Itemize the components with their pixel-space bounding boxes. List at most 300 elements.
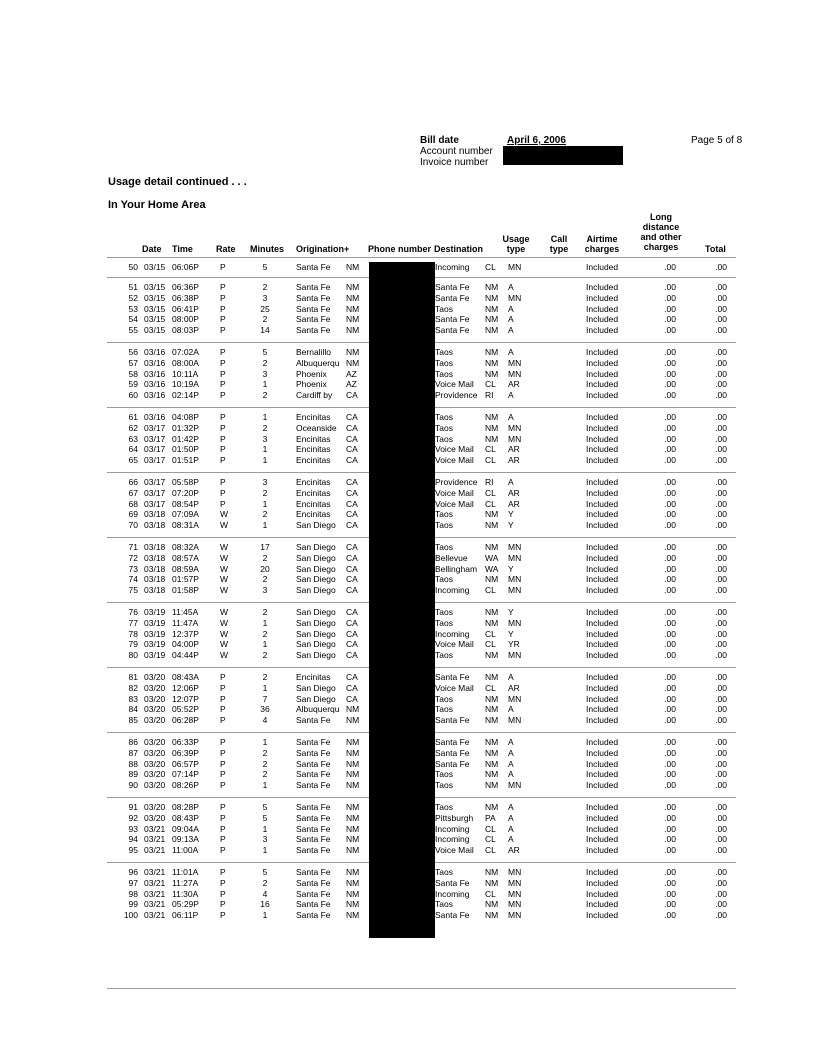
row-date: 03/20 bbox=[144, 812, 166, 823]
row-number: 96 bbox=[128, 867, 138, 877]
row-usage-type: MN bbox=[508, 650, 522, 661]
row-date: 03/15 bbox=[144, 314, 166, 325]
row-origination: Santa Fe bbox=[296, 758, 331, 769]
row-date: 03/21 bbox=[144, 823, 166, 834]
row-airtime: Included bbox=[586, 737, 619, 747]
row-ld-charges: .00 bbox=[664, 715, 676, 726]
row-airtime: Included bbox=[586, 607, 619, 617]
row-ld-charges: .00 bbox=[664, 877, 676, 888]
row-date: 03/18 bbox=[144, 574, 166, 585]
row-rate: P bbox=[220, 282, 226, 292]
row-usage-type: AR bbox=[508, 455, 520, 466]
row-minutes: 4 bbox=[262, 888, 268, 899]
row-usage-type: MN bbox=[508, 292, 522, 303]
row-destination: Voice Mail bbox=[435, 639, 474, 650]
row-ld-charges: .00 bbox=[664, 368, 676, 379]
row-origination-state: NM bbox=[346, 715, 360, 726]
row-time: 11:27A bbox=[172, 877, 199, 888]
row-origination-state: CA bbox=[346, 552, 358, 563]
row-origination: Santa Fe bbox=[296, 823, 331, 834]
row-total: .00 bbox=[715, 357, 727, 368]
row-ld-charges: .00 bbox=[664, 867, 676, 877]
row-origination-state: CA bbox=[346, 628, 358, 639]
row-time: 08:00A bbox=[172, 357, 199, 368]
row-ld-charges: .00 bbox=[664, 347, 676, 357]
row-time: 08:57A bbox=[172, 552, 199, 563]
row-origination-state: AZ bbox=[346, 379, 357, 390]
row-time: 10:11A bbox=[172, 368, 199, 379]
row-usage-type: MN bbox=[508, 368, 522, 379]
row-destination: Taos bbox=[435, 704, 453, 715]
row-airtime: Included bbox=[586, 704, 619, 715]
row-date: 03/20 bbox=[144, 780, 166, 791]
row-ld-charges: .00 bbox=[664, 542, 676, 552]
row-total: .00 bbox=[715, 769, 727, 780]
row-date: 03/15 bbox=[144, 282, 166, 292]
row-airtime: Included bbox=[586, 910, 619, 921]
row-usage-type: MN bbox=[508, 867, 522, 877]
row-time: 10:19A bbox=[172, 379, 199, 390]
row-destination: Taos bbox=[435, 357, 453, 368]
row-time: 02:14P bbox=[172, 390, 199, 401]
row-origination: Santa Fe bbox=[296, 747, 331, 758]
row-origination: Santa Fe bbox=[296, 292, 331, 303]
row-destination: Taos bbox=[435, 412, 453, 422]
row-origination: San Diego bbox=[296, 552, 336, 563]
row-total: .00 bbox=[715, 433, 727, 444]
row-number: 56 bbox=[128, 347, 138, 357]
row-airtime: Included bbox=[586, 303, 619, 314]
col-header-total: Total bbox=[705, 244, 726, 254]
row-origination-state: NM bbox=[346, 834, 360, 845]
row-date: 03/16 bbox=[144, 390, 166, 401]
row-date: 03/21 bbox=[144, 845, 166, 856]
row-destination-state: NM bbox=[485, 747, 499, 758]
row-total: .00 bbox=[715, 368, 727, 379]
row-destination: Taos bbox=[435, 693, 453, 704]
row-origination: San Diego bbox=[296, 542, 336, 552]
row-origination-state: CA bbox=[346, 477, 358, 487]
row-usage-type: AR bbox=[508, 498, 520, 509]
row-destination: Taos bbox=[435, 422, 453, 433]
row-airtime: Included bbox=[586, 347, 619, 357]
row-number: 80 bbox=[128, 650, 138, 661]
row-ld-charges: .00 bbox=[664, 498, 676, 509]
row-destination-state: RI bbox=[485, 477, 494, 487]
row-minutes: 2 bbox=[262, 769, 268, 780]
row-destination: Santa Fe bbox=[435, 715, 470, 726]
row-airtime: Included bbox=[586, 422, 619, 433]
row-total: .00 bbox=[715, 487, 727, 498]
row-total: .00 bbox=[715, 617, 727, 628]
row-total: .00 bbox=[715, 693, 727, 704]
row-destination-state: NM bbox=[485, 325, 499, 336]
row-minutes: 3 bbox=[262, 292, 268, 303]
row-total: .00 bbox=[715, 455, 727, 466]
row-origination: Albuquerqu bbox=[296, 704, 340, 715]
row-usage-type: Y bbox=[508, 509, 514, 520]
row-ld-charges: .00 bbox=[664, 834, 676, 845]
row-minutes: 1 bbox=[262, 444, 268, 455]
row-minutes: 1 bbox=[262, 520, 268, 531]
row-time: 04:44P bbox=[172, 650, 199, 661]
row-minutes: 1 bbox=[262, 617, 268, 628]
row-rate: P bbox=[220, 780, 226, 791]
row-destination: Incoming bbox=[435, 585, 470, 596]
row-number: 97 bbox=[128, 877, 138, 888]
row-minutes: 2 bbox=[262, 314, 268, 325]
row-airtime: Included bbox=[586, 292, 619, 303]
row-number: 95 bbox=[128, 845, 138, 856]
row-total: .00 bbox=[715, 509, 727, 520]
row-number: 55 bbox=[128, 325, 138, 336]
row-date: 03/20 bbox=[144, 758, 166, 769]
row-total: .00 bbox=[715, 422, 727, 433]
row-total: .00 bbox=[715, 672, 727, 682]
row-minutes: 3 bbox=[262, 433, 268, 444]
row-time: 06:41P bbox=[172, 303, 199, 314]
row-destination: Bellevue bbox=[435, 552, 468, 563]
row-destination-state: NM bbox=[485, 314, 499, 325]
row-number: 83 bbox=[128, 693, 138, 704]
row-ld-charges: .00 bbox=[664, 747, 676, 758]
row-rate: P bbox=[220, 477, 226, 487]
row-time: 06:38P bbox=[172, 292, 199, 303]
row-ld-charges: .00 bbox=[664, 433, 676, 444]
col-header-destination: Destination bbox=[434, 244, 484, 254]
row-usage-type: AR bbox=[508, 682, 520, 693]
row-number: 74 bbox=[128, 574, 138, 585]
row-ld-charges: .00 bbox=[664, 325, 676, 336]
row-date: 03/18 bbox=[144, 552, 166, 563]
row-total: .00 bbox=[715, 607, 727, 617]
row-minutes: 2 bbox=[262, 422, 268, 433]
row-time: 11:45A bbox=[172, 607, 199, 617]
row-origination: San Diego bbox=[296, 639, 336, 650]
row-destination: Taos bbox=[435, 867, 453, 877]
row-usage-type: A bbox=[508, 812, 514, 823]
row-time: 05:29P bbox=[172, 899, 199, 910]
row-destination-state: NM bbox=[485, 433, 499, 444]
invoice-number-label: Invoice number bbox=[420, 157, 489, 168]
row-rate: P bbox=[220, 433, 226, 444]
row-usage-type: A bbox=[508, 834, 514, 845]
row-destination: Taos bbox=[435, 899, 453, 910]
row-origination-state: NM bbox=[346, 737, 360, 747]
row-date: 03/19 bbox=[144, 650, 166, 661]
row-destination-state: CL bbox=[485, 845, 496, 856]
row-destination-state: NM bbox=[485, 368, 499, 379]
row-destination-state: CL bbox=[485, 823, 496, 834]
row-time: 05:58P bbox=[172, 477, 199, 487]
row-date: 03/19 bbox=[144, 617, 166, 628]
row-destination: Incoming bbox=[435, 834, 470, 845]
row-date: 03/17 bbox=[144, 444, 166, 455]
row-date: 03/15 bbox=[144, 325, 166, 336]
row-total: .00 bbox=[715, 563, 727, 574]
row-time: 09:04A bbox=[172, 823, 199, 834]
row-number: 86 bbox=[128, 737, 138, 747]
row-destination-state: RI bbox=[485, 390, 494, 401]
row-minutes: 1 bbox=[262, 682, 268, 693]
row-usage-type: AR bbox=[508, 379, 520, 390]
row-minutes: 1 bbox=[262, 910, 268, 921]
row-rate: P bbox=[220, 682, 226, 693]
row-origination-state: CA bbox=[346, 412, 358, 422]
row-rate: P bbox=[220, 422, 226, 433]
row-destination: Taos bbox=[435, 574, 453, 585]
row-origination: San Diego bbox=[296, 607, 336, 617]
row-usage-type: MN bbox=[508, 433, 522, 444]
row-number: 98 bbox=[128, 888, 138, 899]
row-ld-charges: .00 bbox=[664, 672, 676, 682]
row-time: 01:42P bbox=[172, 433, 199, 444]
row-airtime: Included bbox=[586, 487, 619, 498]
row-date: 03/16 bbox=[144, 347, 166, 357]
row-number: 76 bbox=[128, 607, 138, 617]
row-minutes: 2 bbox=[262, 357, 268, 368]
row-ld-charges: .00 bbox=[664, 617, 676, 628]
row-total: .00 bbox=[715, 444, 727, 455]
row-total: .00 bbox=[715, 877, 727, 888]
row-time: 08:28P bbox=[172, 802, 199, 812]
row-ld-charges: .00 bbox=[664, 758, 676, 769]
row-destination: Voice Mail bbox=[435, 444, 474, 455]
row-number: 60 bbox=[128, 390, 138, 401]
row-date: 03/21 bbox=[144, 867, 166, 877]
row-usage-type: Y bbox=[508, 607, 514, 617]
row-minutes: 5 bbox=[262, 347, 268, 357]
row-airtime: Included bbox=[586, 628, 619, 639]
row-destination: Providence bbox=[435, 477, 478, 487]
row-rate: W bbox=[220, 574, 229, 585]
row-ld-charges: .00 bbox=[664, 379, 676, 390]
row-destination-state: CL bbox=[485, 585, 496, 596]
row-date: 03/20 bbox=[144, 737, 166, 747]
row-ld-charges: .00 bbox=[664, 780, 676, 791]
row-origination-state: NM bbox=[346, 347, 360, 357]
row-total: .00 bbox=[715, 867, 727, 877]
row-usage-type: A bbox=[508, 704, 514, 715]
row-usage-type: MN bbox=[508, 262, 522, 272]
row-usage-type: A bbox=[508, 303, 514, 314]
row-usage-type: A bbox=[508, 802, 514, 812]
row-rate: W bbox=[220, 509, 229, 520]
row-origination: Santa Fe bbox=[296, 303, 331, 314]
row-destination: Taos bbox=[435, 607, 453, 617]
row-destination-state: NM bbox=[485, 520, 499, 531]
row-time: 06:39P bbox=[172, 747, 199, 758]
row-ld-charges: .00 bbox=[664, 769, 676, 780]
row-destination-state: NM bbox=[485, 899, 499, 910]
row-minutes: 1 bbox=[262, 639, 268, 650]
row-origination-state: NM bbox=[346, 303, 360, 314]
row-destination-state: NM bbox=[485, 509, 499, 520]
row-usage-type: Y bbox=[508, 628, 514, 639]
row-rate: P bbox=[220, 867, 226, 877]
row-number: 54 bbox=[128, 314, 138, 325]
row-number: 62 bbox=[128, 422, 138, 433]
row-date: 03/21 bbox=[144, 910, 166, 921]
col-header-rate: Rate bbox=[216, 244, 236, 254]
row-minutes: 1 bbox=[262, 455, 268, 466]
row-minutes: 1 bbox=[262, 379, 268, 390]
row-total: .00 bbox=[715, 747, 727, 758]
row-time: 01:57P bbox=[172, 574, 199, 585]
row-number: 72 bbox=[128, 552, 138, 563]
row-destination: Providence bbox=[435, 390, 478, 401]
row-ld-charges: .00 bbox=[664, 845, 676, 856]
row-date: 03/17 bbox=[144, 477, 166, 487]
row-date: 03/21 bbox=[144, 834, 166, 845]
row-destination: Incoming bbox=[435, 262, 470, 272]
row-origination: Encinitas bbox=[296, 509, 331, 520]
row-minutes: 2 bbox=[262, 607, 268, 617]
row-date: 03/18 bbox=[144, 585, 166, 596]
row-rate: P bbox=[220, 802, 226, 812]
row-time: 06:33P bbox=[172, 737, 199, 747]
row-origination-state: NM bbox=[346, 704, 360, 715]
row-origination-state: NM bbox=[346, 769, 360, 780]
row-ld-charges: .00 bbox=[664, 693, 676, 704]
row-airtime: Included bbox=[586, 433, 619, 444]
row-number: 92 bbox=[128, 812, 138, 823]
row-time: 04:08P bbox=[172, 412, 199, 422]
row-total: .00 bbox=[715, 347, 727, 357]
row-destination-state: NM bbox=[485, 693, 499, 704]
row-total: .00 bbox=[715, 758, 727, 769]
row-number: 68 bbox=[128, 498, 138, 509]
row-total: .00 bbox=[715, 823, 727, 834]
row-date: 03/16 bbox=[144, 412, 166, 422]
row-total: .00 bbox=[715, 585, 727, 596]
row-time: 07:14P bbox=[172, 769, 199, 780]
row-ld-charges: .00 bbox=[664, 303, 676, 314]
row-destination-state: NM bbox=[485, 542, 499, 552]
row-number: 58 bbox=[128, 368, 138, 379]
row-number: 99 bbox=[128, 899, 138, 910]
row-rate: P bbox=[220, 314, 226, 325]
row-destination-state: CL bbox=[485, 455, 496, 466]
row-destination-state: NM bbox=[485, 802, 499, 812]
row-origination-state: NM bbox=[346, 845, 360, 856]
row-ld-charges: .00 bbox=[664, 455, 676, 466]
row-minutes: 14 bbox=[260, 325, 270, 336]
row-ld-charges: .00 bbox=[664, 487, 676, 498]
row-minutes: 1 bbox=[262, 780, 268, 791]
row-destination: Santa Fe bbox=[435, 314, 470, 325]
row-usage-type: MN bbox=[508, 574, 522, 585]
row-usage-type: A bbox=[508, 325, 514, 336]
row-airtime: Included bbox=[586, 455, 619, 466]
row-date: 03/21 bbox=[144, 888, 166, 899]
row-date: 03/21 bbox=[144, 899, 166, 910]
row-number: 52 bbox=[128, 292, 138, 303]
row-rate: W bbox=[220, 617, 229, 628]
row-origination: Bernalillo bbox=[296, 347, 331, 357]
col-header-long-distance-charges: Long distance and other charges bbox=[640, 212, 682, 252]
row-destination: Taos bbox=[435, 433, 453, 444]
row-origination-state: NM bbox=[346, 314, 360, 325]
row-number: 70 bbox=[128, 520, 138, 531]
row-airtime: Included bbox=[586, 769, 619, 780]
row-rate: P bbox=[220, 737, 226, 747]
row-date: 03/18 bbox=[144, 520, 166, 531]
row-destination: Taos bbox=[435, 368, 453, 379]
row-origination: Santa Fe bbox=[296, 845, 331, 856]
row-minutes: 2 bbox=[262, 282, 268, 292]
row-total: .00 bbox=[715, 899, 727, 910]
row-rate: W bbox=[220, 542, 229, 552]
row-destination-state: CL bbox=[485, 498, 496, 509]
row-time: 08:26P bbox=[172, 780, 199, 791]
row-time: 07:09A bbox=[172, 509, 199, 520]
row-number: 50 bbox=[128, 262, 138, 272]
row-destination: Taos bbox=[435, 347, 453, 357]
row-time: 11:01A bbox=[172, 867, 199, 877]
row-ld-charges: .00 bbox=[664, 823, 676, 834]
row-origination-state: NM bbox=[346, 292, 360, 303]
row-ld-charges: .00 bbox=[664, 607, 676, 617]
row-airtime: Included bbox=[586, 444, 619, 455]
row-origination: Encinitas bbox=[296, 433, 331, 444]
row-origination-state: CA bbox=[346, 693, 358, 704]
row-usage-type: A bbox=[508, 769, 514, 780]
row-origination-state: CA bbox=[346, 390, 358, 401]
row-usage-type: AR bbox=[508, 845, 520, 856]
row-time: 01:51P bbox=[172, 455, 199, 466]
row-date: 03/20 bbox=[144, 747, 166, 758]
row-usage-type: A bbox=[508, 737, 514, 747]
row-destination: Santa Fe bbox=[435, 877, 470, 888]
redacted-account-block bbox=[503, 146, 623, 165]
row-origination-state: CA bbox=[346, 672, 358, 682]
row-date: 03/21 bbox=[144, 877, 166, 888]
row-destination-state: NM bbox=[485, 650, 499, 661]
row-rate: P bbox=[220, 444, 226, 455]
row-rate: P bbox=[220, 834, 226, 845]
row-usage-type: A bbox=[508, 314, 514, 325]
row-origination-state: NM bbox=[346, 357, 360, 368]
row-date: 03/20 bbox=[144, 802, 166, 812]
row-date: 03/16 bbox=[144, 368, 166, 379]
row-date: 03/19 bbox=[144, 639, 166, 650]
row-number: 100 bbox=[123, 910, 138, 921]
row-origination: Encinitas bbox=[296, 487, 331, 498]
row-usage-type: MN bbox=[508, 585, 522, 596]
row-destination: Santa Fe bbox=[435, 747, 470, 758]
row-time: 01:58P bbox=[172, 585, 199, 596]
row-rate: W bbox=[220, 585, 229, 596]
row-airtime: Included bbox=[586, 867, 619, 877]
row-rate: P bbox=[220, 899, 226, 910]
row-destination: Taos bbox=[435, 802, 453, 812]
row-airtime: Included bbox=[586, 574, 619, 585]
row-time: 06:57P bbox=[172, 758, 199, 769]
row-origination-state: AZ bbox=[346, 368, 357, 379]
row-origination-state: NM bbox=[346, 867, 360, 877]
row-origination: Santa Fe bbox=[296, 262, 331, 272]
row-destination-state: NM bbox=[485, 910, 499, 921]
row-date: 03/19 bbox=[144, 628, 166, 639]
row-ld-charges: .00 bbox=[664, 628, 676, 639]
col-header-date: Date bbox=[142, 244, 162, 254]
row-destination: Voice Mail bbox=[435, 498, 474, 509]
row-usage-type: AR bbox=[508, 444, 520, 455]
row-origination-state: CA bbox=[346, 563, 358, 574]
row-rate: P bbox=[220, 379, 226, 390]
row-destination-state: NM bbox=[485, 769, 499, 780]
